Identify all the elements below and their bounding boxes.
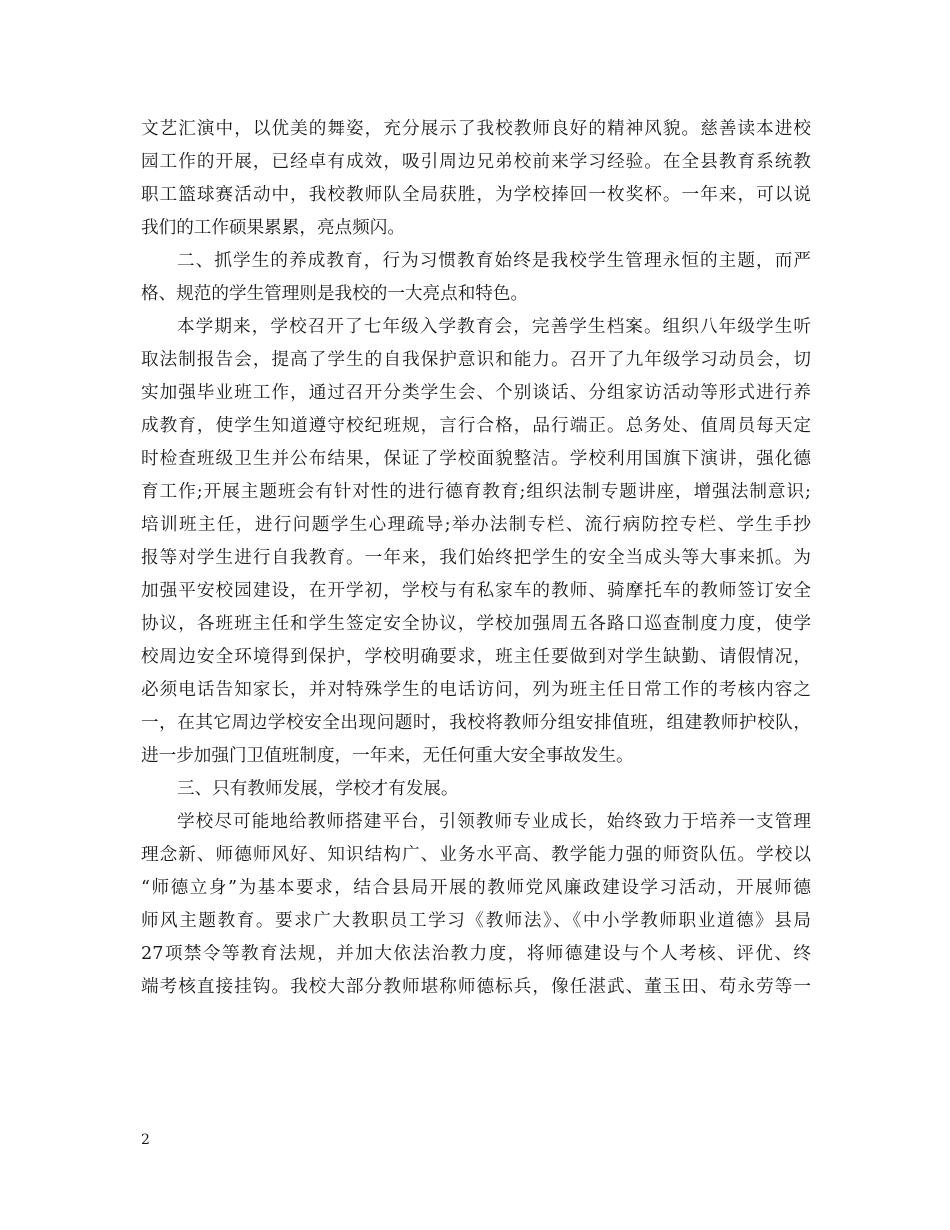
text-line: 园工作的开展，已经卓有成效，吸引周边兄弟校前来学习经验。在全县教育系统教 <box>141 152 811 172</box>
text-line: 校周边安全环境得到保护，学校明确要求，班主任要做到对学生缺勤、请假情况， <box>141 647 811 667</box>
text-line: 培训班主任，进行问题学生心理疏导;举办法制专栏、流行病防控专栏、学生手抄 <box>141 515 811 535</box>
text-line: 师风主题教育。要求广大教职员工学习《教师法》、《中小学教师职业道德》县局 <box>141 911 811 931</box>
text-line: 格、规范的学生管理则是我校的一大亮点和特色。 <box>141 284 529 304</box>
text-line: 取法制报告会，提高了学生的自我保护意识和能力。召开了九年级学习动员会，切 <box>141 350 811 370</box>
text-line: 端考核直接挂钩。我校大部分教师堪称师德标兵，像任湛武、董玉田、苟永劳等一 <box>141 977 811 997</box>
text-line: 本学期来，学校召开了七年级入学教育会，完善学生档案。组织八年级学生听 <box>177 317 811 337</box>
text-line: 实加强毕业班工作，通过召开分类学生会、个别谈话、分组家访活动等形式进行养 <box>141 383 811 403</box>
text-line: 三、只有教师发展，学校才有发展。 <box>177 779 459 799</box>
text-line: 进一步加强门卫值班制度，一年来，无任何重大安全事故发生。 <box>141 746 634 766</box>
text-line: 理念新、师德师风好、知识结构广、业务水平高、教学能力强的师资队伍。学校以 <box>141 845 811 865</box>
text-line: 协议，各班班主任和学生签定安全协议，学校加强周五各路口巡查制度力度，使学 <box>141 614 811 634</box>
text-line: 我们的工作硕果累累，亮点频闪。 <box>141 218 405 238</box>
text-line: 职工篮球赛活动中，我校教师队全局获胜，为学校捧回一枚奖杯。一年来，可以说 <box>141 185 811 205</box>
document-body <box>141 113 811 1004</box>
text-line: 报等对学生进行自我教育。一年来，我们始终把学生的安全当成头等大事来抓。为 <box>141 548 811 568</box>
text-line: “师德立身”为基本要求，结合县局开展的教师党风廉政建设学习活动，开展师德 <box>141 878 811 898</box>
text-line: 二、抓学生的养成教育，行为习惯教育始终是我校学生管理永恒的主题，而严 <box>177 251 811 271</box>
text-line: 一，在其它周边学校安全出现问题时，我校将教师分组安排值班，组建教师护校队， <box>141 713 811 733</box>
text-line: 必须电话告知家长，并对特殊学生的电话访问，列为班主任日常工作的考核内容之 <box>141 680 811 700</box>
page-number: 2 <box>141 1132 150 1148</box>
text-line: 学校尽可能地给教师搭建平台，引领教师专业成长，始终致力于培养一支管理 <box>177 812 811 832</box>
text-line: 加强平安校园建设，在开学初，学校与有私家车的教师、骑摩托车的教师签订安全 <box>141 581 811 601</box>
text-line: 27项禁令等教育法规，并加大依法治教力度，将师德建设与个人考核、评优、终 <box>141 944 811 964</box>
text-line: 成教育，使学生知道遵守校纪班规，言行合格，品行端正。总务处、值周员每天定 <box>141 416 811 436</box>
text-line: 育工作;开展主题班会有针对性的进行德育教育;组织法制专题讲座，增强法制意识; <box>141 482 811 502</box>
text-line: 时检查班级卫生并公布结果，保证了学校面貌整洁。学校利用国旗下演讲，强化德 <box>141 449 811 469</box>
text-line: 文艺汇演中，以优美的舞姿，充分展示了我校教师良好的精神风貌。慈善读本进校 <box>141 119 811 139</box>
